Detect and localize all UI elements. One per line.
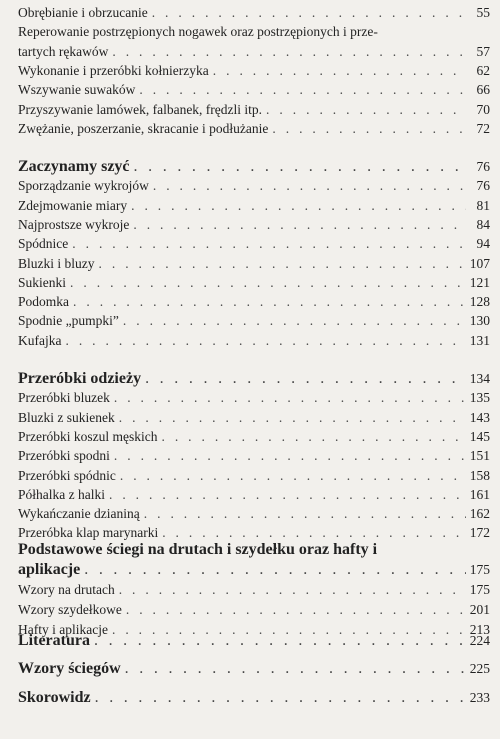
- section-title: Literatura: [18, 632, 90, 649]
- dot-leader: [94, 632, 466, 649]
- section-entry: [18, 660, 490, 677]
- dot-leader: [65, 332, 465, 349]
- dot-leader: [213, 62, 466, 79]
- toc-entry: [18, 177, 490, 194]
- section-title: Skorowidz: [18, 689, 91, 706]
- page-number: 213: [469, 622, 490, 637]
- dot-leader: [145, 370, 466, 387]
- page-number: 57: [476, 43, 490, 59]
- entry-title: Bluzki i bluzy: [18, 255, 95, 271]
- page-number: 70: [476, 101, 490, 117]
- toc-entry: [18, 81, 490, 98]
- entry-title: Najprostsze wykroje: [18, 216, 130, 232]
- dot-leader: [123, 312, 466, 329]
- entry-title: Zdejmowanie miary: [18, 197, 128, 213]
- dot-leader: [126, 601, 466, 618]
- page-number: 224: [469, 633, 490, 648]
- page-number: 162: [469, 506, 490, 522]
- toc-entry: [18, 216, 490, 233]
- entry-title: Sporządzanie wykrojów: [18, 178, 149, 194]
- toc-entry: [18, 120, 490, 137]
- page-number: 94: [476, 236, 490, 252]
- page-number: 130: [469, 313, 490, 329]
- dot-leader: [119, 409, 466, 426]
- toc-entry: [18, 428, 490, 445]
- page-number: 121: [469, 274, 490, 290]
- dot-leader: [152, 4, 466, 21]
- entry-title: Podomka: [18, 294, 70, 310]
- page-number: 107: [469, 255, 490, 271]
- entry-title: Przeróbki spódnic: [18, 467, 116, 483]
- toc-entry: [18, 235, 490, 252]
- dot-leader: [133, 216, 466, 233]
- section-title: Wzory ściegów: [18, 660, 121, 677]
- dot-leader: [112, 43, 466, 60]
- entry-title: Bluzki z sukienek: [18, 409, 115, 425]
- dot-leader: [161, 428, 465, 445]
- entry-title: Wzory na drutach: [18, 582, 115, 597]
- dot-leader: [114, 447, 466, 464]
- toc-entry: [18, 62, 490, 79]
- toc-entry: [18, 486, 490, 503]
- entry-title: tartych rękawów: [18, 43, 109, 59]
- page-number: 131: [469, 332, 490, 348]
- entry-title: Hafty i aplikacje: [18, 622, 108, 637]
- page-number: 145: [469, 428, 490, 444]
- entry-title: Przeróbki koszul męskich: [18, 428, 158, 444]
- section-title: Podstawowe ściegi na drutach i szydełku oraz hafty i: [18, 541, 378, 558]
- toc-entry: [18, 447, 490, 464]
- dot-leader: [119, 581, 466, 598]
- page-number: 175: [469, 582, 490, 597]
- page-number: 81: [476, 197, 490, 213]
- page-number: 201: [469, 602, 490, 617]
- dot-leader: [70, 274, 466, 291]
- dot-leader: [162, 524, 466, 541]
- page-number: 76: [476, 159, 490, 174]
- entry-title: Wzory szydełkowe: [18, 602, 122, 617]
- page-number: 84: [476, 216, 490, 232]
- toc-entry: [18, 43, 490, 60]
- page-number: 128: [469, 294, 490, 310]
- page-number: 175: [469, 562, 490, 577]
- section-title: Zaczynamy szyć: [18, 158, 130, 175]
- dot-leader: [95, 689, 466, 706]
- entry-title: Spodnie „pumpki”: [18, 313, 119, 329]
- toc-entry: [18, 197, 490, 214]
- dot-leader: [131, 197, 466, 214]
- page-number: 72: [476, 120, 490, 136]
- dot-leader: [72, 235, 466, 252]
- page-number: 143: [469, 409, 490, 425]
- page-number: 151: [469, 448, 490, 464]
- toc-entry: [18, 101, 490, 118]
- entry-title: Przyszywanie lamówek, falbanek, frędzli itp.: [18, 101, 263, 117]
- entry-title: Przeróbka klap marynarki: [18, 525, 159, 541]
- toc-entry: [18, 389, 490, 406]
- dot-leader: [84, 561, 466, 578]
- dot-leader: [109, 486, 466, 503]
- toc-entry: [18, 505, 490, 522]
- toc-entry: [18, 255, 490, 272]
- toc-entry: [18, 312, 490, 329]
- page-number: 161: [469, 486, 490, 502]
- toc-entry: [18, 581, 490, 598]
- section-entry: [18, 158, 490, 175]
- page-number: 135: [469, 390, 490, 406]
- page-number: 134: [469, 371, 490, 386]
- dot-leader: [125, 660, 466, 677]
- dot-leader: [73, 293, 466, 310]
- toc-entry: [18, 467, 490, 484]
- dot-leader: [120, 467, 466, 484]
- page-number: 55: [476, 5, 490, 20]
- section-entry: [18, 561, 490, 578]
- section-entry: [18, 689, 490, 706]
- section-title: Przeróbki odzieży: [18, 370, 142, 387]
- dot-leader: [153, 177, 466, 194]
- toc-entry: [18, 293, 490, 310]
- toc-entry: [18, 409, 490, 426]
- page-number: 66: [476, 82, 490, 98]
- entry-title: Wszywanie suwaków: [18, 82, 136, 98]
- dot-leader: [134, 158, 466, 175]
- toc-entry: [18, 524, 490, 541]
- entry-title: Wykonanie i przeróbki kołnierzyka: [18, 62, 209, 78]
- entry-title: Zwężanie, poszerzanie, skracanie i podłużanie: [18, 120, 269, 136]
- toc-entry: [18, 4, 490, 21]
- dot-leader: [114, 389, 466, 406]
- page-number: 62: [476, 62, 490, 78]
- toc-entry: [18, 601, 490, 618]
- toc-entry: [18, 332, 490, 349]
- entry-title: Przeróbki bluzek: [18, 390, 110, 406]
- entry-title: Obrębianie i obrzucanie: [18, 5, 148, 20]
- section-title: aplikacje: [18, 561, 81, 578]
- dot-leader: [272, 120, 466, 137]
- page-number: 233: [469, 690, 490, 705]
- toc-entry: [18, 274, 490, 291]
- dot-leader: [144, 505, 466, 522]
- entry-title: Wykańczanie dzianiną: [18, 506, 140, 522]
- entry-title: Półhalka z halki: [18, 486, 105, 502]
- dot-leader: [266, 101, 466, 118]
- entry-title: Sukienki: [18, 274, 67, 290]
- page-number: 225: [469, 661, 490, 676]
- entry-title: Reperowanie postrzępionych nogawek oraz postrzępionych i prze-: [18, 24, 378, 40]
- section-entry: [18, 370, 490, 387]
- entry-title: Przeróbki spodni: [18, 448, 110, 464]
- page-number: 158: [469, 467, 490, 483]
- dot-leader: [99, 255, 466, 272]
- entry-title: Spódnice: [18, 236, 69, 252]
- entry-title: Kufajka: [18, 332, 62, 348]
- page-number: 76: [476, 178, 490, 194]
- dot-leader: [139, 81, 466, 98]
- page-number: 172: [469, 525, 490, 541]
- section-entry: [18, 632, 490, 649]
